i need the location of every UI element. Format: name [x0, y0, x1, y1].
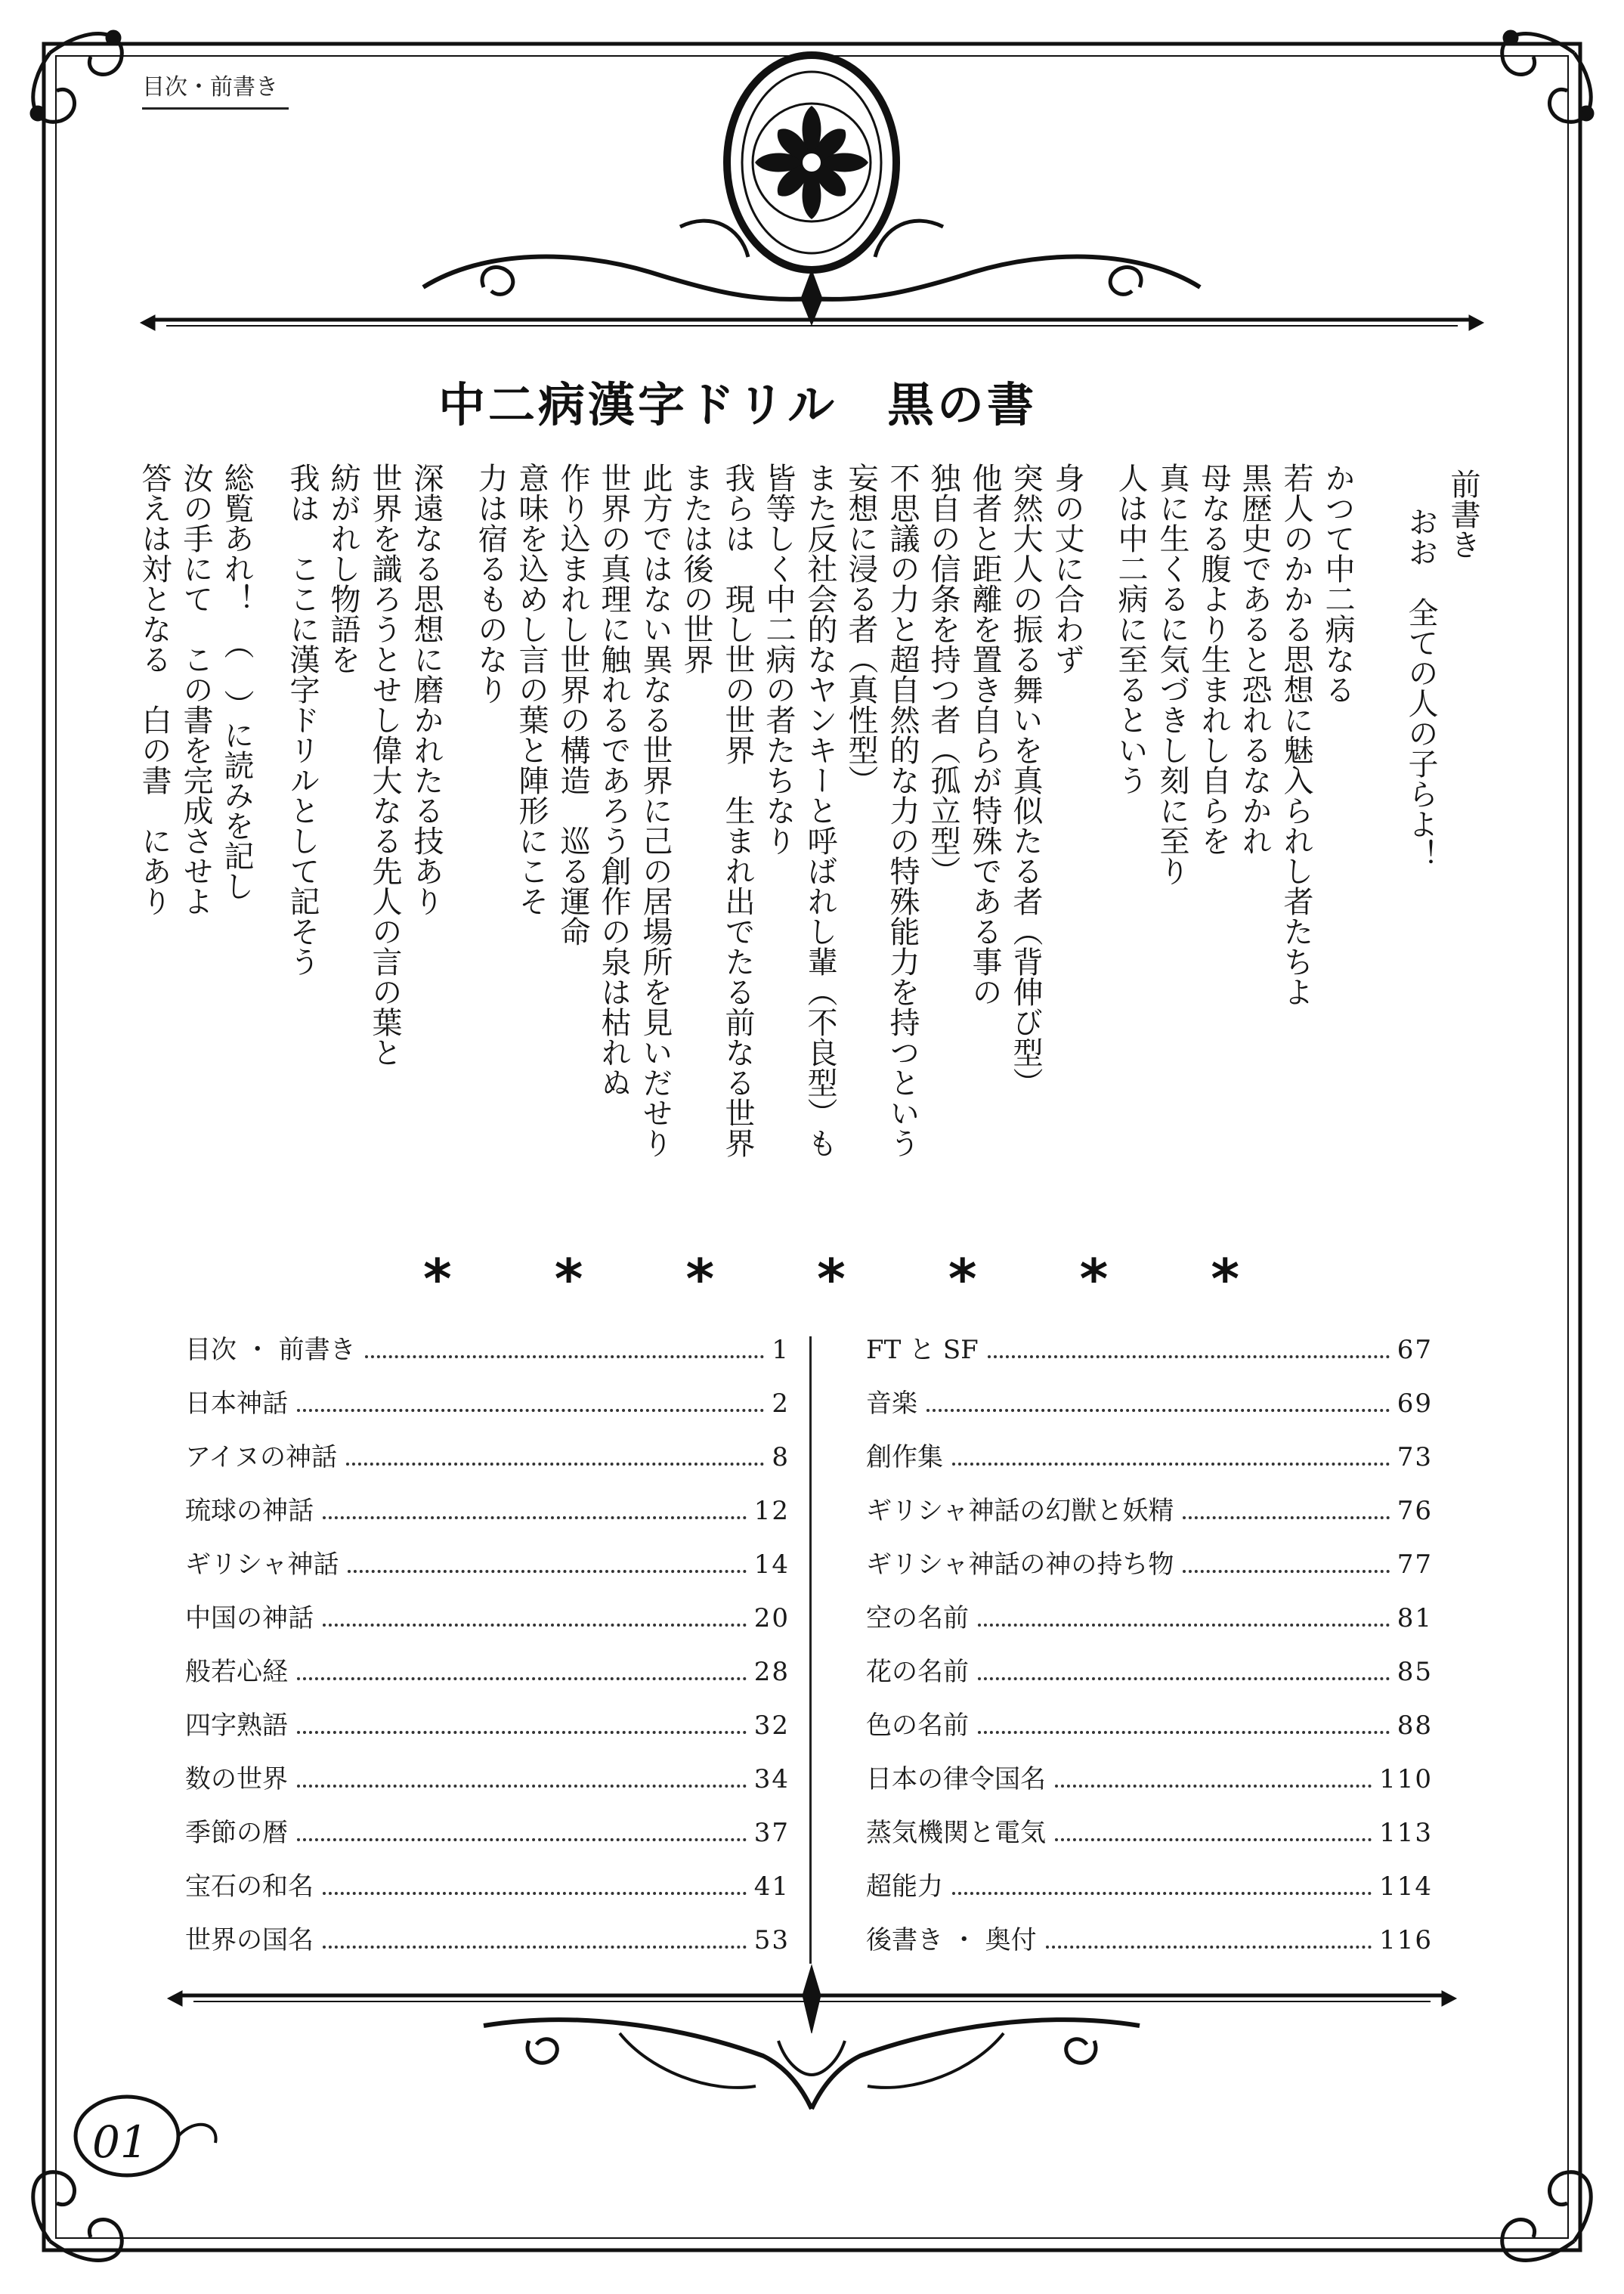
- toc-page: 12: [753, 1496, 790, 1526]
- preface-line: 我らは 現し世の世界 生まれ出でたる前なる世界: [720, 463, 755, 1158]
- star-glyph: *: [554, 1247, 583, 1311]
- dot-leader: [323, 1946, 747, 1949]
- dot-leader: [323, 1624, 747, 1627]
- toc-title: 創作集: [866, 1442, 943, 1472]
- star-glyph: *: [948, 1247, 977, 1311]
- preface-line: 汝の手にて この書を完成させよ: [178, 463, 213, 916]
- toc-entry[interactable]: [866, 1597, 1433, 1651]
- toc-page: 67: [1397, 1335, 1433, 1365]
- bottom-ornament: [168, 1965, 1456, 2109]
- star-glyph: *: [685, 1247, 715, 1311]
- toc-title: 般若心経: [185, 1657, 288, 1687]
- toc-entry[interactable]: [866, 1651, 1433, 1704]
- toc-entry[interactable]: [185, 1758, 790, 1812]
- toc-title: アイヌの神話: [185, 1442, 337, 1472]
- dot-leader: [297, 1838, 747, 1841]
- toc-page: 53: [753, 1925, 790, 1955]
- preface-line: 黒歴史であると恐れるなかれ: [1237, 463, 1272, 856]
- preface-line: 他者と距離を置き自らが特殊である事の: [967, 463, 1002, 1007]
- toc-page: 88: [1397, 1710, 1433, 1741]
- dot-leader: [988, 1355, 1390, 1358]
- star-glyph: *: [1079, 1247, 1109, 1311]
- toc-right-column: [866, 1329, 1433, 1973]
- preface-line: 母なる腹より生まれし自らを: [1196, 463, 1231, 856]
- toc-title: 音楽: [866, 1388, 917, 1419]
- toc-page: 113: [1379, 1818, 1433, 1848]
- dot-leader: [1183, 1516, 1389, 1519]
- toc-page: 85: [1397, 1657, 1433, 1687]
- toc-page: 20: [753, 1603, 790, 1633]
- preface-line: 独自の信条を持つ者（孤立型）: [926, 463, 960, 886]
- top-emblem: [141, 55, 1483, 330]
- dot-leader: [1046, 1946, 1372, 1949]
- dot-leader: [365, 1355, 765, 1358]
- toc-entry[interactable]: [185, 1865, 790, 1919]
- toc-entry[interactable]: [185, 1812, 790, 1865]
- preface-line: また反社会的なヤンキーと呼ばれし輩（不良型）も: [803, 463, 837, 1158]
- toc-entry[interactable]: [866, 1758, 1433, 1812]
- toc-title: 花の名前: [866, 1657, 969, 1687]
- toc-title: 色の名前: [866, 1710, 969, 1741]
- toc-page: 76: [1397, 1496, 1433, 1526]
- toc-title: 日本の律令国名: [866, 1764, 1046, 1794]
- toc-entry[interactable]: [185, 1597, 790, 1651]
- toc-title: 空の名前: [866, 1603, 969, 1633]
- toc-page: 114: [1379, 1871, 1433, 1902]
- corner-flourish-bottom-right: [1502, 2172, 1591, 2261]
- corner-flourish-bottom-left: [33, 2172, 122, 2261]
- section-label: 目次・前書き: [142, 68, 289, 110]
- preface-heading: 前書き: [1446, 469, 1480, 559]
- dot-leader: [346, 1463, 764, 1466]
- toc-entry[interactable]: [185, 1919, 790, 1973]
- toc-title: 目次 ・ 前書き: [185, 1335, 356, 1365]
- toc-page: 14: [753, 1549, 790, 1580]
- toc-title: ギリシャ神話の幻獣と妖精: [866, 1496, 1174, 1526]
- dot-leader: [297, 1677, 747, 1680]
- toc-page: 69: [1397, 1388, 1433, 1419]
- dot-leader: [348, 1570, 746, 1573]
- toc-title: 四字熟語: [185, 1710, 288, 1741]
- toc-title: 日本神話: [185, 1388, 288, 1419]
- toc-page: 8: [772, 1442, 790, 1472]
- toc-entry[interactable]: [866, 1812, 1433, 1865]
- preface-line: 人は中二病に至るという: [1113, 463, 1148, 795]
- dot-leader: [952, 1892, 1372, 1895]
- flower-crest-icon: [755, 106, 868, 219]
- toc-page: 116: [1379, 1925, 1433, 1955]
- preface-line: 紡がれし物語を: [326, 463, 360, 674]
- toc-page: 2: [772, 1388, 790, 1419]
- toc-page: 73: [1397, 1442, 1433, 1472]
- toc-title: 季節の暦: [185, 1818, 288, 1848]
- preface-line: 世界を識ろうとせし偉大なる先人の言の葉と: [367, 463, 402, 1067]
- toc-title: 中国の神話: [185, 1603, 314, 1633]
- toc-page: 28: [753, 1657, 790, 1687]
- toc-entry[interactable]: [866, 1865, 1433, 1919]
- preface-line: おお 全ての人の子らよ！: [1403, 506, 1438, 869]
- dot-leader: [978, 1731, 1390, 1734]
- star-glyph: *: [423, 1247, 452, 1311]
- preface-line: 皆等しく中二病の者たちなり: [761, 463, 796, 856]
- preface-line: 突然大人の振る舞いを真似たる者（背伸び型）: [1008, 463, 1043, 1097]
- preface-line: 力は宿るものなり: [473, 463, 508, 704]
- dot-leader: [297, 1785, 747, 1788]
- preface-line: かつて中二病なる: [1320, 463, 1355, 704]
- preface-line: 真に生くるに気づきし刻に至り: [1155, 463, 1189, 886]
- dot-leader: [323, 1516, 747, 1519]
- toc-title: ギリシャ神話: [185, 1549, 339, 1580]
- dot-leader: [323, 1892, 747, 1895]
- toc-title: 宝石の和名: [185, 1871, 314, 1902]
- toc-entry[interactable]: [866, 1436, 1433, 1490]
- preface-line: または後の世界: [679, 463, 713, 674]
- star-glyph: *: [817, 1247, 846, 1311]
- toc-page: 81: [1397, 1603, 1433, 1633]
- toc-page: 37: [753, 1818, 790, 1848]
- star-separator: [423, 1247, 1239, 1311]
- toc-entry[interactable]: [185, 1704, 790, 1758]
- toc-page: 1: [772, 1335, 790, 1365]
- toc-title: 後書き ・ 奥付: [866, 1925, 1037, 1955]
- toc-left-column: [185, 1329, 790, 1973]
- toc-title: ギリシャ神話の神の持ち物: [866, 1549, 1174, 1580]
- dot-leader: [978, 1677, 1390, 1680]
- dot-leader: [926, 1409, 1390, 1412]
- dot-leader: [978, 1624, 1390, 1627]
- toc-title: FT と SF: [866, 1335, 979, 1365]
- toc-entry[interactable]: [185, 1436, 790, 1490]
- toc-title: 蒸気機関と電気: [866, 1818, 1046, 1848]
- toc-entry[interactable]: [185, 1490, 790, 1543]
- preface-line: 我は ここに漢字ドリルとして記そう: [285, 463, 320, 977]
- preface-line: 身の丈に合わず: [1050, 463, 1084, 674]
- toc-page: 41: [753, 1871, 790, 1902]
- toc-entry[interactable]: [185, 1651, 790, 1704]
- toc-title: 琉球の神話: [185, 1496, 314, 1526]
- toc-entry[interactable]: [866, 1329, 1433, 1382]
- preface-line: 深遠なる思想に磨かれたる技あり: [409, 463, 444, 916]
- dot-leader: [297, 1409, 764, 1412]
- toc-divider: [809, 1336, 812, 1964]
- toc-page: 34: [753, 1764, 790, 1794]
- toc-entry[interactable]: [185, 1543, 790, 1597]
- toc-entry[interactable]: [866, 1543, 1433, 1597]
- toc-title: 世界の国名: [185, 1925, 314, 1955]
- preface-line: 若人のかかる思想に魅入られし者たちよ: [1279, 463, 1313, 1007]
- preface-line: 総覧あれ！ （ ）に読みを記し: [219, 463, 254, 901]
- preface-line: 不思議の力と超自然的な力の特殊能力を持つという: [885, 463, 920, 1158]
- dot-leader: [952, 1463, 1390, 1466]
- dot-leader: [1055, 1785, 1372, 1788]
- dot-leader: [1183, 1570, 1389, 1573]
- preface-line: 答えは対となる 白の書 にあり: [137, 463, 172, 916]
- dot-leader: [1055, 1838, 1372, 1841]
- toc-page: 32: [753, 1710, 790, 1741]
- toc-title: 超能力: [866, 1871, 943, 1902]
- toc-title: 数の世界: [185, 1764, 288, 1794]
- toc-entry[interactable]: [866, 1490, 1433, 1543]
- preface-line: 世界の真理に触れるであろう創作の泉は枯れぬ: [596, 463, 631, 1097]
- preface-line: 此方ではない異なる世界に己の居場所を見いだせり: [638, 463, 673, 1158]
- toc-entry[interactable]: [185, 1382, 790, 1436]
- preface-line: 作り込まれし世界の構造 巡る運命: [555, 463, 590, 946]
- toc-entry[interactable]: [866, 1382, 1433, 1436]
- toc-entry[interactable]: [185, 1329, 790, 1382]
- toc-entry[interactable]: [866, 1919, 1433, 1973]
- dot-leader: [297, 1731, 747, 1734]
- page-number: 01: [92, 2116, 148, 2168]
- toc-entry[interactable]: [866, 1704, 1433, 1758]
- toc-page: 77: [1397, 1549, 1433, 1580]
- toc-page: 110: [1379, 1764, 1433, 1794]
- preface-line: 妄想に浸る者（真性型）: [843, 463, 878, 795]
- preface-line: 意味を込めし言の葉と陣形にこそ: [514, 463, 549, 916]
- star-glyph: *: [1211, 1247, 1239, 1311]
- page-title: 中二病漢字ドリル 黒の書: [438, 377, 1038, 432]
